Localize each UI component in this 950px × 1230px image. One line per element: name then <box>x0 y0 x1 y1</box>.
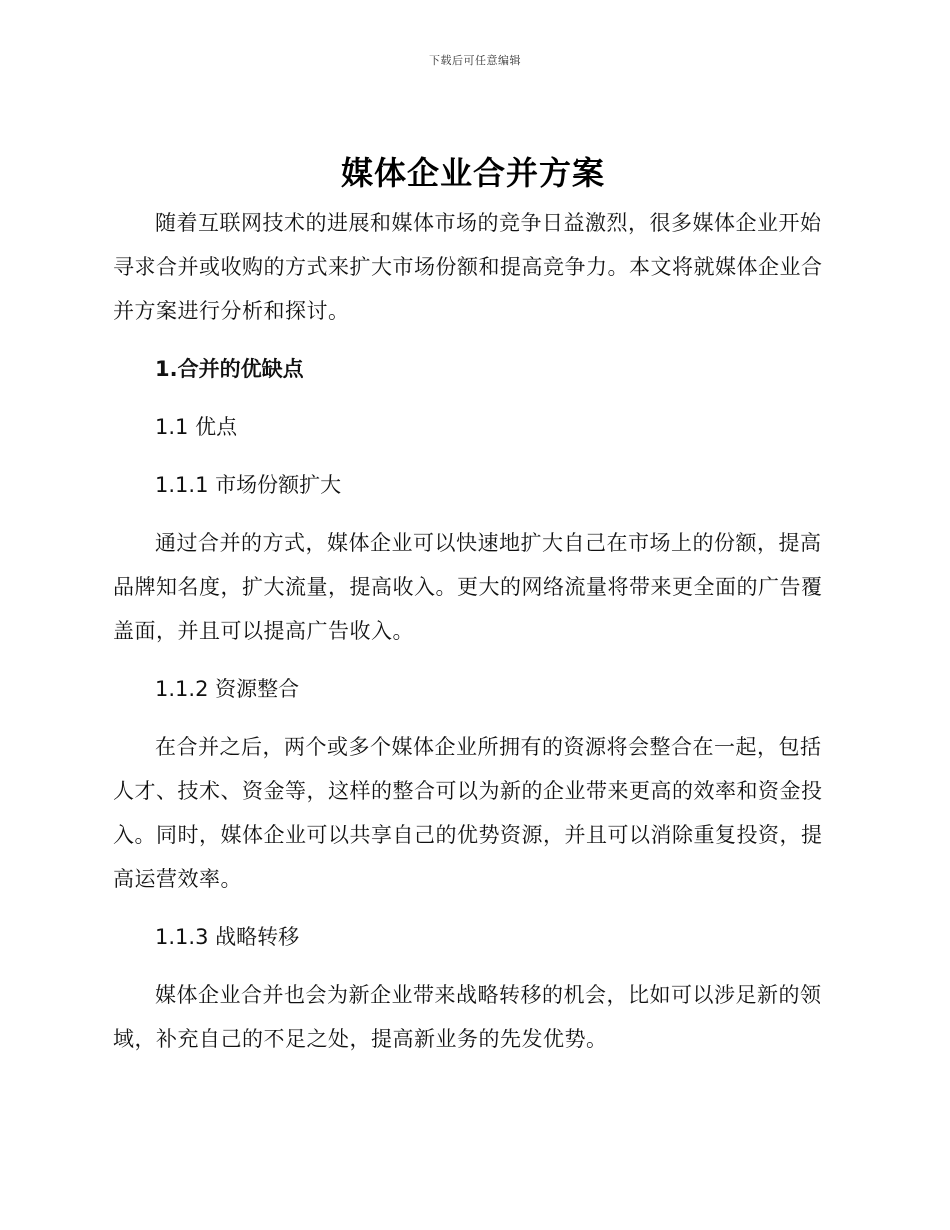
document-body <box>113 145 833 1061</box>
subsubsection-heading: 1.1.3 战略转移 <box>155 925 300 949</box>
subsubsection-heading: 1.1.1 市场份额扩大 <box>155 473 342 497</box>
spacer <box>113 653 833 667</box>
header-note: 下载后可任意编辑 <box>429 54 521 67</box>
section-heading: 1.合并的优缺点 <box>155 357 304 381</box>
spacer <box>113 901 833 915</box>
spacer <box>113 391 833 405</box>
body-paragraph: 媒体企业合并也会为新企业带来战略转移的机会，比如可以涉足新的领域，补充自己的不足之处，提高新业务的先发优势。 <box>113 983 822 1051</box>
spacer <box>113 507 833 521</box>
spacer <box>113 449 833 463</box>
intro-paragraph: 随着互联网技术的进展和媒体市场的竞争日益激烈，很多媒体企业开始寻求合并或收购的方式来扩大市场份额和提高竞争力。本文将就媒体企业合并方案进行分析和探讨。 <box>113 211 823 323</box>
subsubsection-heading: 1.1.2 资源整合 <box>155 677 300 701</box>
spacer <box>113 333 833 347</box>
body-paragraph: 通过合并的方式，媒体企业可以快速地扩大自己在市场上的份额，提高品牌知名度，扩大流量，提高收入。更大的网络流量将带来更全面的广告覆盖面，并且可以提高广告收入。 <box>113 531 823 643</box>
document-title: 媒体企业合并方案 <box>340 154 605 192</box>
body-paragraph: 在合并之后，两个或多个媒体企业所拥有的资源将会整合在一起，包括人才、技术、资金等，这样的整合可以为新的企业带来更高的效率和资金投入。同时，媒体企业可以共享自己的优势资源，并且可以消除重复投资，提高运营效率。 <box>113 735 823 891</box>
spacer <box>113 959 833 973</box>
subsection-heading: 1.1 优点 <box>155 415 238 439</box>
spacer <box>113 711 833 725</box>
